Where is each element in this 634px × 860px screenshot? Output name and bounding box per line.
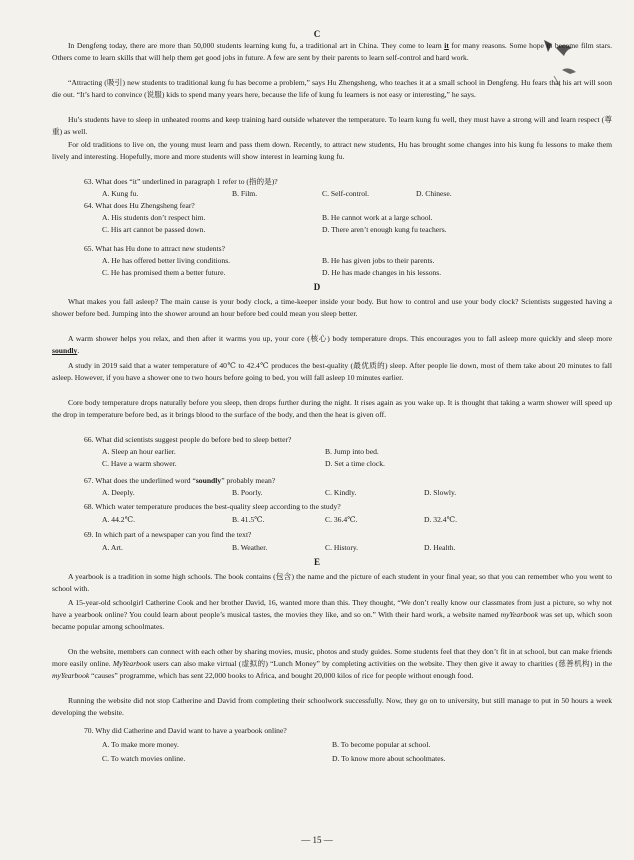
question-64-option-d[interactable]: D. There aren’t enough kung fu teachers. bbox=[322, 225, 447, 234]
question-64-option-c[interactable]: C. His art cannot be passed down. bbox=[102, 225, 206, 234]
section-c-paragraph-2: “Attracting (吸引) new students to traditional kung fu has become a problem,” says Hu Zhengsheng, who teaches it at a small school in Dengfeng. Hu fears that his art will soon die out. “It’s hard to convince (说服) kids to spend many years here, because the life of kung fu learners is not easy or interesting,” he says. bbox=[52, 78, 612, 100]
question-66-option-d[interactable]: D. Set a time clock. bbox=[325, 459, 385, 468]
question-64-option-b[interactable]: B. He cannot work at a large school. bbox=[322, 213, 433, 222]
question-69-option-d[interactable]: D. Health. bbox=[424, 543, 456, 552]
question-68-option-b[interactable]: B. 41.5℃. bbox=[232, 515, 265, 524]
question-68-option-d[interactable]: D. 32.4℃. bbox=[424, 515, 457, 524]
question-67-option-b[interactable]: B. Poorly. bbox=[232, 488, 263, 497]
section-e-paragraph-3: On the website, members can connect with each other by sharing movies, music, photos and study guides. Some students feel that they don’t fit in at school, but can make friends more easily online. MyYearbook users can also make virtual (虚拟的) “Lunch Money” by completing activities on the website. They then give it away to charities (慈善机构) in the myYearbook “causes” programme, which has sent 22,000 books to Africa, and bought 20,000 kilos of rice for people without enough food. bbox=[52, 647, 612, 681]
question-70-option-b[interactable]: B. To become popular at school. bbox=[332, 740, 431, 749]
section-c-paragraph-4: For old traditions to live on, the young must learn and pass them down. Recently, to attract new students, Hu has brought some changes into his kung fu lessons to make them lively and interesting. Hopefully, more and more students will show interest in learning kung fu. bbox=[52, 140, 612, 162]
question-63-stem: 63. What does “it” underlined in paragraph 1 refer to (指的是)? bbox=[84, 177, 278, 186]
section-d-paragraph-2: A warm shower helps you relax, and then after it warms you up, your core (核心) body temperature drops. This encourages you to fall asleep more quickly and sleep more soundly. bbox=[52, 334, 612, 356]
section-d-title: D bbox=[313, 282, 321, 292]
question-66-option-b[interactable]: B. Jump into bed. bbox=[325, 447, 379, 456]
question-69-option-b[interactable]: B. Weather. bbox=[232, 543, 268, 552]
question-70-option-d[interactable]: D. To know more about schoolmates. bbox=[332, 754, 446, 763]
question-67-stem: 67. What does the underlined word “soundly” probably mean? bbox=[84, 476, 276, 485]
question-70-stem: 70. Why did Catherine and David want to have a yearbook online? bbox=[84, 726, 287, 735]
question-68-option-a[interactable]: A. 44.2℃. bbox=[102, 515, 135, 524]
question-66-stem: 66. What did scientists suggest people do before bed to sleep better? bbox=[84, 435, 292, 444]
question-65-option-a[interactable]: A. He has offered better living conditions. bbox=[102, 256, 231, 265]
question-68-stem: 68. Which water temperature produces the best-quality sleep according to the study? bbox=[84, 502, 341, 511]
question-66-option-a[interactable]: A. Sleep an hour earlier. bbox=[102, 447, 176, 456]
question-65-option-b[interactable]: B. He has given jobs to their parents. bbox=[322, 256, 435, 265]
question-65-option-c[interactable]: C. He has promised them a better future. bbox=[102, 268, 226, 277]
section-d-paragraph-4: Core body temperature drops naturally before you sleep, then drops further during the night. It rises again as you wake up. It is thought that taking a warm shower will speed up the drop in temperature before bed, as it brings blood to the surface of the body, and then the heat is given off. bbox=[52, 398, 612, 420]
question-67-option-a[interactable]: A. Deeply. bbox=[102, 488, 135, 497]
page-number: — 15 — bbox=[301, 835, 333, 845]
section-e-title: E bbox=[313, 557, 320, 567]
underlined-soundly: soundly bbox=[52, 346, 78, 356]
question-65-option-d[interactable]: D. He has made changes in his lessons. bbox=[322, 268, 442, 277]
question-64-stem: 64. What does Hu Zhengsheng fear? bbox=[84, 201, 195, 210]
section-e-paragraph-2: A 15-year-old schoolgirl Catherine Cook and her brother David, 16, wanted more than this. They thought, “We don’t really know our classmates from just a picture, so why not have a yearbook online? You could learn about people’s musical tastes, the movies they like, and so on.” With their hard work, a website named myYearbook was set up, which soon became popular among schoolmates. bbox=[52, 598, 612, 632]
question-70-option-a[interactable]: A. To make more money. bbox=[102, 740, 179, 749]
section-c-paragraph-3: Hu’s students have to sleep in unheated rooms and keep training hard outside whatever the temperature. To learn kung fu well, they must have a strong will and learn respect (尊重) as well. bbox=[52, 115, 612, 137]
question-63-option-c[interactable]: C. Self-control. bbox=[322, 189, 370, 198]
section-c-paragraph-1: In Dengfeng today, there are more than 50,000 students learning kung fu, a traditional art in China. They come to learn it for many reasons. Some hope to become film stars. Others come to learn skills that will help them get good jobs in future. A few are sent by their parents to learn self-control and hard work. bbox=[52, 41, 612, 63]
question-65-stem: 65. What has Hu done to attract new students? bbox=[84, 244, 225, 253]
section-e-paragraph-4: Running the website did not stop Catherine and David from completing their schoolwork successfully. Now, they go on to university, but still manage to put in 50 hours a week developing the website. bbox=[52, 696, 612, 718]
underlined-it: it bbox=[444, 41, 449, 50]
question-64-option-a[interactable]: A. His students don’t respect him. bbox=[102, 213, 206, 222]
section-c-title: C bbox=[313, 29, 321, 39]
question-69-stem: 69. In which part of a newspaper can you find the text? bbox=[84, 530, 252, 539]
section-e-paragraph-1: A yearbook is a tradition in some high schools. The book contains (包含) the name and the picture of each student in your final year, so that you can remember who you went to school with. bbox=[52, 572, 612, 594]
question-66-option-c[interactable]: C. Have a warm shower. bbox=[102, 459, 177, 468]
section-d-paragraph-1: What makes you fall asleep? The main cause is your body clock, a time-keeper inside your body. But how to control and use your body clock? Scientists suggested having a shower before bed. Jumping into the shower around an hour before bed could mean you sleep better. bbox=[52, 297, 612, 319]
question-67-option-c[interactable]: C. Kindly. bbox=[325, 488, 357, 497]
question-69-option-a[interactable]: A. Art. bbox=[102, 543, 123, 552]
question-70-option-c[interactable]: C. To watch movies online. bbox=[102, 754, 186, 763]
question-67-option-d[interactable]: D. Slowly. bbox=[424, 488, 457, 497]
question-68-option-c[interactable]: C. 36.4℃. bbox=[325, 515, 358, 524]
question-69-option-c[interactable]: C. History. bbox=[325, 543, 359, 552]
section-d-paragraph-3: A study in 2019 said that a water temperature of 40℃ to 42.4℃ produces the best-quality (最优质的) sleep. After people lie down, most of them take about 20 minutes to fall asleep. However, if you have a shower one to two hours before going to bed, you will fall asleep 10 minutes earlier. bbox=[52, 361, 612, 383]
question-63-option-b[interactable]: B. Film. bbox=[232, 189, 258, 198]
question-63-option-d[interactable]: D. Chinese. bbox=[416, 189, 452, 198]
question-63-option-a[interactable]: A. Kung fu. bbox=[102, 189, 139, 198]
